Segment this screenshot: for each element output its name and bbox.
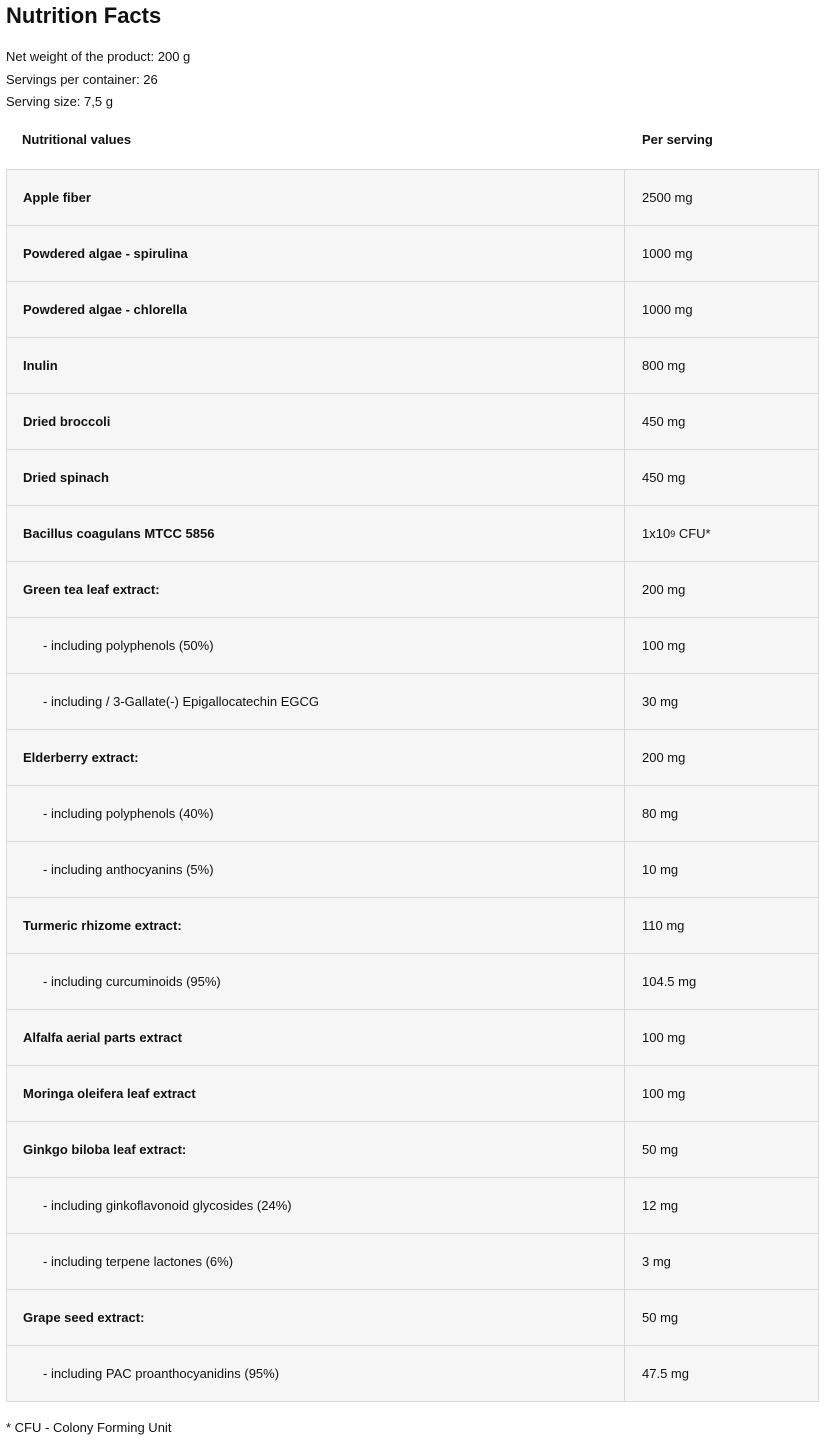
- table-header: [6, 125, 819, 169]
- sub-ingredient-name: - including ginkoflavonoid glycosides (24%): [7, 1178, 625, 1233]
- table-row: [7, 897, 818, 953]
- per-serving-value: 80 mg: [642, 806, 679, 821]
- value-base: 1x10: [642, 526, 671, 541]
- table-row: [7, 170, 818, 225]
- net-weight: Net weight of the product: 200 g: [6, 49, 191, 64]
- ingredient-name: Moringa oleifera leaf extract: [7, 1066, 625, 1121]
- per-serving-value: 30 mg: [642, 694, 679, 709]
- sub-ingredient-name: - including anthocyanins (5%): [7, 842, 625, 897]
- table-row: [7, 505, 818, 561]
- sub-ingredient-name: - including curcuminoids (95%): [7, 954, 625, 1009]
- ingredient-name: Inulin: [7, 338, 625, 393]
- table-row: [7, 1289, 818, 1345]
- per-serving-value: 800 mg: [642, 358, 686, 373]
- table-row: [7, 673, 818, 729]
- table-row: [7, 841, 818, 897]
- value-exponent: 9: [670, 528, 676, 539]
- per-serving-value: 200 mg: [642, 750, 686, 765]
- ingredient-name: Grape seed extract:: [7, 1290, 625, 1345]
- page-title: Nutrition Facts: [6, 3, 162, 28]
- ingredient-name: Turmeric rhizome extract:: [7, 898, 625, 953]
- ingredient-name: Bacillus coagulans MTCC 5856: [7, 506, 625, 561]
- servings-per-container: Servings per container: 26: [6, 71, 158, 87]
- table-row: [7, 393, 818, 449]
- serving-size: Serving size: 7,5 g: [6, 94, 113, 109]
- per-serving-value: 47.5 mg: [642, 1366, 689, 1381]
- per-serving-value: 50 mg: [642, 1142, 679, 1157]
- ingredient-name: Apple fiber: [7, 170, 625, 225]
- column-header-per-serving: Per serving: [642, 132, 713, 147]
- table-row: [7, 729, 818, 785]
- per-serving-value: 1000 mg: [642, 246, 693, 261]
- table-row: [7, 1121, 818, 1177]
- ingredient-name: Ginkgo biloba leaf extract:: [7, 1122, 625, 1177]
- per-serving-value: 1000 mg: [642, 302, 693, 317]
- sub-ingredient-name: - including / 3-Gallate(-) Epigallocatechin EGCG: [7, 674, 625, 729]
- per-serving-value: 100 mg: [642, 1030, 686, 1045]
- table-row: [7, 225, 818, 281]
- per-serving-value: 3 mg: [642, 1254, 671, 1269]
- per-serving-value: 12 mg: [642, 1198, 679, 1213]
- table-row: [7, 449, 818, 505]
- table-row: [7, 281, 818, 337]
- per-serving-value: 50 mg: [642, 1310, 679, 1325]
- table-row: [7, 1009, 818, 1065]
- table-row: [7, 785, 818, 841]
- product-meta: [6, 46, 190, 114]
- per-serving-value: 450 mg: [642, 470, 686, 485]
- column-header-nutritional-values: Nutritional values: [22, 132, 132, 147]
- ingredient-name: Green tea leaf extract:: [7, 562, 625, 617]
- per-serving-value: 104.5 mg: [642, 974, 697, 989]
- sub-ingredient-name: - including polyphenols (50%): [7, 618, 625, 673]
- footnote: * CFU - Colony Forming Unit: [6, 1420, 172, 1435]
- ingredient-name: Dried broccoli: [7, 394, 625, 449]
- per-serving-value: [625, 506, 818, 561]
- per-serving-value: 110 mg: [642, 918, 685, 933]
- per-serving-value: 200 mg: [642, 582, 686, 597]
- table-row: [7, 1233, 818, 1289]
- ingredient-name: Powdered algae - chlorella: [7, 282, 625, 337]
- table-row: [7, 953, 818, 1009]
- table-row: [7, 617, 818, 673]
- per-serving-value: 450 mg: [642, 414, 686, 429]
- table-row: [7, 1345, 818, 1401]
- per-serving-value: 2500 mg: [642, 190, 693, 205]
- table-row: [7, 1177, 818, 1233]
- per-serving-value: 10 mg: [642, 862, 679, 877]
- table-row: [7, 561, 818, 617]
- sub-ingredient-name: - including polyphenols (40%): [7, 786, 625, 841]
- nutrition-table: [6, 169, 819, 1402]
- ingredient-name: Elderberry extract:: [7, 730, 625, 785]
- ingredient-name: Alfalfa aerial parts extract: [7, 1010, 625, 1065]
- ingredient-name: Dried spinach: [7, 450, 625, 505]
- sub-ingredient-name: - including PAC proanthocyanidins (95%): [7, 1346, 625, 1401]
- value-unit: CFU*: [675, 526, 711, 541]
- per-serving-value: 100 mg: [642, 1086, 686, 1101]
- per-serving-value: 100 mg: [642, 638, 686, 653]
- table-row: [7, 1065, 818, 1121]
- sub-ingredient-name: - including terpene lactones (6%): [7, 1234, 625, 1289]
- table-row: [7, 337, 818, 393]
- ingredient-name: Powdered algae - spirulina: [7, 226, 625, 281]
